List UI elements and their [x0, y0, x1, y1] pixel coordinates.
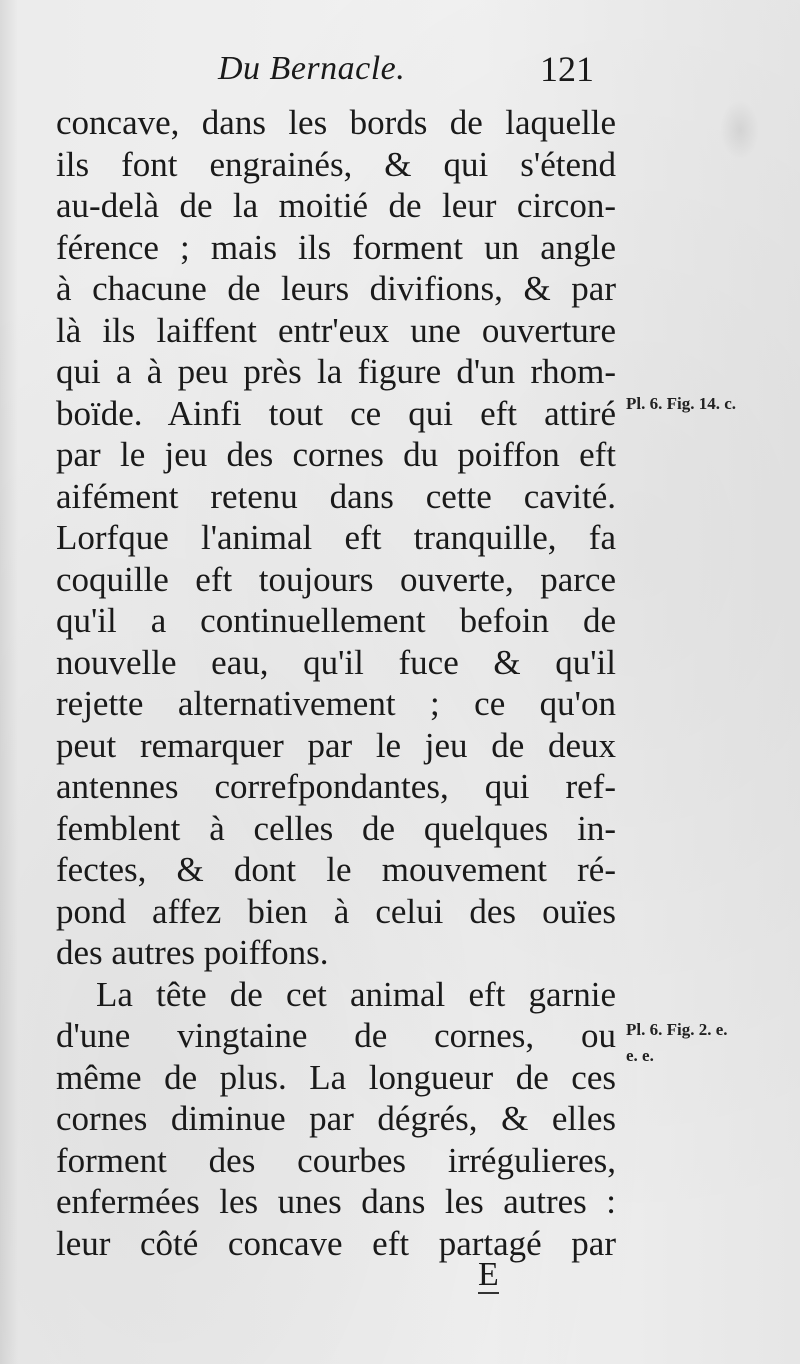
text-line: qui a à peu près la figure d'un rhom- — [56, 352, 616, 391]
text-line: Lorfque l'animal eft tranquille, fa — [56, 518, 616, 557]
margin-note-plate-reference: Pl. 6. Fig. 2. e. — [626, 1020, 728, 1039]
text-line: férence ; mais ils forment un angle — [56, 227, 616, 267]
text-line: au-delà de la moitié de leur circon- — [56, 186, 616, 225]
text-line: là ils laiffent entr'eux une ouverture — [56, 310, 616, 350]
text-line: boïde. Ainfi tout ce qui eft attiré — [56, 393, 616, 433]
text-line: d'une vingtaine de cornes, ou — [56, 1016, 616, 1055]
margin-note-continuation: e. e. — [626, 1046, 654, 1065]
text-line: à chacune de leurs divifions, & par — [56, 269, 616, 308]
margin-note-plate-reference: Pl. 6. Fig. 14. c. — [626, 394, 737, 413]
paragraph-start-line: La tête de cet animal eft garnie — [96, 974, 616, 1014]
text-line: ils font engrainés, & qui s'étend — [56, 144, 616, 184]
text-line: rejette alternativement ; ce qu'on — [56, 684, 616, 723]
text-line: même de plus. La longueur de ces — [56, 1057, 616, 1097]
text-line: fectes, & dont le mouvement ré- — [56, 850, 616, 889]
text-line: forment des courbes irrégulieres, — [56, 1140, 616, 1180]
page-number: 121 — [540, 49, 594, 89]
text-line: antennes correfpondantes, qui ref- — [56, 767, 616, 806]
text-line: qu'il a continuellement befoin de — [56, 601, 616, 640]
text-line: leur côté concave eft partagé par — [56, 1223, 616, 1263]
text-line: cornes diminue par dégrés, & elles — [56, 1099, 616, 1138]
text-line: par le jeu des cornes du poiffon eft — [56, 435, 616, 474]
body-text — [56, 102, 616, 1264]
text-line: peut remarquer par le jeu de deux — [56, 725, 616, 765]
signature-mark: E — [478, 1256, 499, 1293]
text-line: enfermées les unes dans les autres : — [56, 1182, 616, 1221]
text-line: pond affez bien à celui des ouïes — [56, 891, 616, 931]
text-line: femblent à celles de quelques in- — [56, 808, 616, 848]
running-title: Du Bernacle. — [218, 50, 406, 87]
paper-smudge — [720, 100, 760, 160]
text-line: aifément retenu dans cette cavité. — [56, 476, 616, 516]
text-line: coquille eft toujours ouverte, parce — [56, 559, 616, 599]
text-line: des autres poiffons. — [56, 933, 329, 972]
text-line: concave, dans les bords de laquelle — [56, 103, 616, 142]
text-line: nouvelle eau, qu'il fuce & qu'il — [56, 642, 616, 682]
